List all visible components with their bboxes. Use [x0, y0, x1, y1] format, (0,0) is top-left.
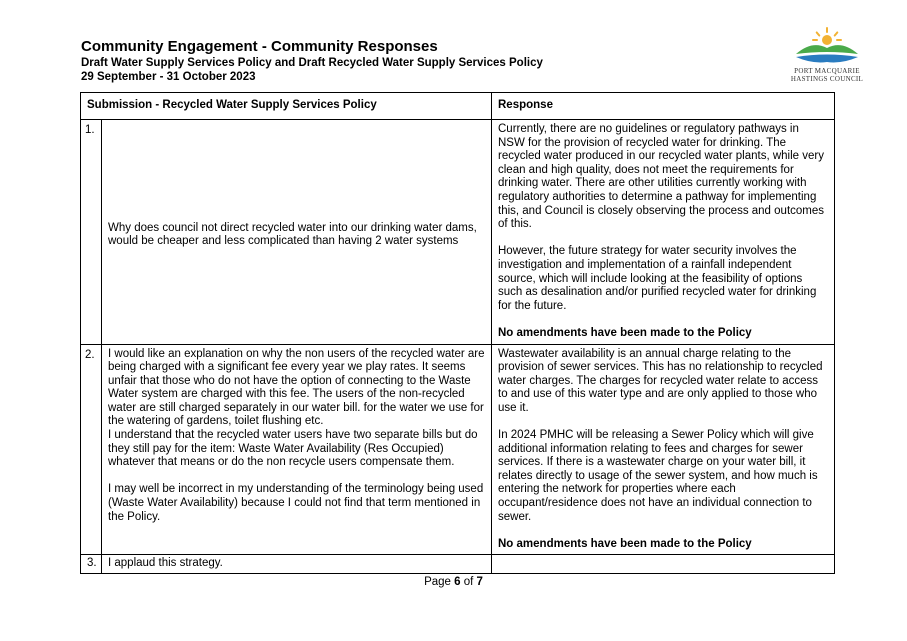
total-pages: 7 — [476, 576, 483, 588]
submission-text: I would like an explanation on why the non users of the recycled water are being charged with a significant fee every year we play rates. It seems unfair that those who do not have the option of connecting to the Waste Water system are charged with this fee. The users of the non-recycled water are still charged separately in our water bill. for the water we use for the watering of gardens, toilet flushing etc. — [108, 347, 485, 428]
current-page: 6 — [454, 576, 461, 588]
page-footer — [0, 576, 907, 588]
table-row — [81, 344, 835, 555]
council-name — [782, 67, 872, 83]
response-text: However, the future strategy for water security involves the investigation and implementation of a rainfall independent source, which will include looking at the feasibility of options such as desalination and/or purified recycled water for drinking for the future. — [498, 245, 817, 312]
column-header-response: Response — [492, 93, 835, 120]
document-header — [81, 38, 543, 84]
submission-cell — [102, 120, 492, 345]
row-number: 3. — [81, 555, 102, 574]
table-header-row — [81, 93, 835, 120]
council-name-line1: PORT MACQUARIE — [794, 67, 860, 75]
submission-text: I may well be incorrect in my understanding of the terminology being used (Waste Water Availability) because I could not find that term mentioned in the Policy. — [108, 483, 484, 523]
column-header-submission: Submission - Recycled Water Supply Services Policy — [81, 93, 492, 120]
council-logo-icon — [782, 26, 872, 68]
council-name-line2: HASTINGS COUNCIL — [790, 75, 864, 83]
response-text: Currently, there are no guidelines or regulatory pathways in NSW for the provision of recycled water for drinking. The recycled water produced in our recycled water plants, while very clean and high quality, does not meet the requirements for drinking water. There are other utilities currently working with regulatory authorities to determine a pathway for implementing this, and Council is closely observing the process and outcomes of this. — [498, 123, 825, 231]
response-cell — [492, 555, 835, 574]
response-text: Wastewater availability is an annual charge relating to the provision of sewer services. This has no relationship to recycled water charges. The charges for recycled water relate to access to and use of this water type and are only applied to those who use it. — [498, 347, 823, 414]
response-conclusion: No amendments have been made to the Policy — [498, 326, 752, 339]
submission-cell — [102, 344, 492, 555]
date-range: 29 September - 31 October 2023 — [81, 71, 256, 83]
response-cell — [492, 120, 835, 345]
row-number: 2. — [81, 344, 102, 555]
submission-text: I applaud this strategy. — [108, 557, 223, 570]
page-label: Page — [424, 576, 451, 588]
submission-text: Why does council not direct recycled water into our drinking water dams, would be cheaper and less complicated than having 2 water systems — [108, 221, 477, 248]
page-title: Community Engagement - Community Responses — [81, 38, 438, 55]
document-subtitle: Draft Water Supply Services Policy and Draft Recycled Water Supply Services Policy — [81, 57, 543, 69]
response-conclusion: No amendments have been made to the Policy — [498, 537, 752, 550]
page-of: of — [463, 576, 474, 588]
row-number: 1. — [81, 120, 102, 345]
submission-text: I understand that the recycled water users have two separate bills but do they still pay for the item: Waste Water Availability (Res Occupied) whatever that means or do the non recycle users compensate them. — [108, 429, 478, 469]
response-text: In 2024 PMHC will be releasing a Sewer Policy which will give additional information relating to fees and charges for sewer services. If there is a wastewater charge on your water bill, it relates directly to usage of the sewer system, and how much is entering the network for properties where each occupant/residence does not have an individual connection to sewer. — [498, 429, 818, 523]
response-cell — [492, 344, 835, 555]
submissions-table — [80, 92, 835, 574]
submission-cell — [102, 555, 492, 574]
table-row — [81, 120, 835, 345]
council-logo — [782, 26, 872, 86]
table-row — [81, 555, 835, 574]
